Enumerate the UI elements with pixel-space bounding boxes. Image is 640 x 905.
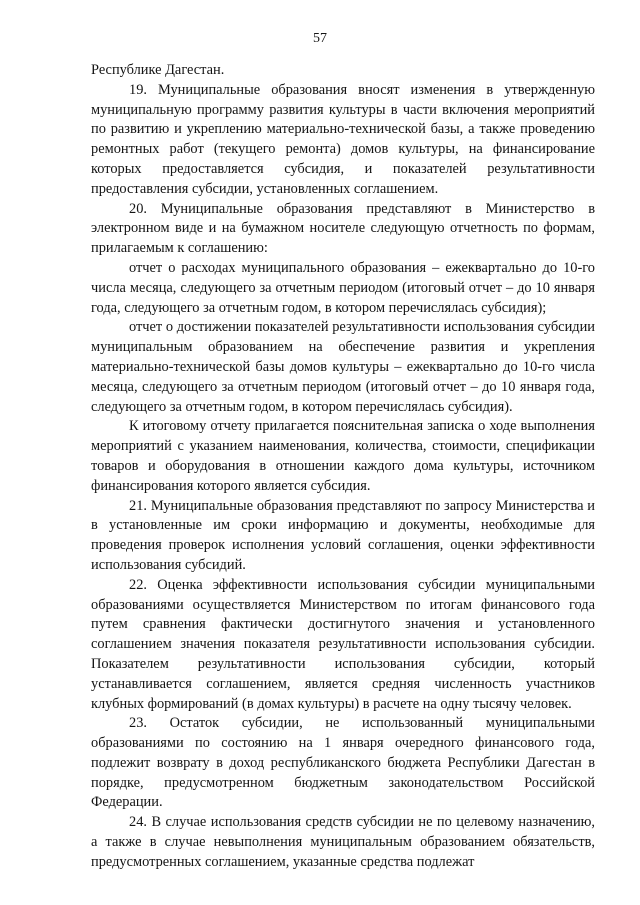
paragraph-20: 20. Муниципальные образования представляют в Министерство в электронном виде и на бумажном носителе следующую отчетность по формам, прилагаемым к соглашению: (91, 200, 595, 257)
paragraph-19: 19. Муниципальные образования вносят изменения в утвержденную муниципальную программу развития культуры в части включения мероприятий по развитию и укреплению материально-технической базы, а также проведению ремонтных работ (текущего ремонта) домов культуры, на финансирование которых предоставляется субсидия, и показателей результативности предоставления субсидии, установленных соглашением. (91, 81, 595, 197)
paragraph-21: 21. Муниципальные образования представляют по запросу Министерства и в установленные им сроки информацию и документы, необходимые для проведения проверок исполнения условий соглашения, оценки эффективности использования субсидий. (91, 497, 595, 573)
paragraph-20-report-indicators: отчет о достижении показателей результативности использования субсидии муниципальным образованием на обеспечение развития и укрепления материально-технической базы домов культуры – ежеквартально до 10-го числа месяца, следующего за отчетным периодом (итоговый отчет – до 10 января года, следующего за отчетным годом, в котором перечислялась субсидия). (91, 319, 595, 415)
paragraph-20-explanatory-note: К итоговому отчету прилагается пояснительная записка о ходе выполнения мероприятий с указанием наименования, количества, стоимости, спецификации товаров и оборудования в отношении каждого дома культуры, источником финансирования которого является субсидия. (91, 418, 595, 494)
document-body (91, 61, 595, 873)
page-number: 57 (313, 31, 327, 46)
paragraph-22: 22. Оценка эффективности использования субсидии муниципальными образованиями осуществляется Министерством по итогам финансового года путем сравнения фактически достигнутого значения и установленного соглашением значения показателя результативности использования субсидии. Показателем результативности использования субсидии, который устанавливается соглашением, является средняя численность участников клубных формирований (в домах культуры) в расчете на одну тысячу человек. (91, 576, 595, 712)
paragraph-continuation: Республике Дагестан. (91, 62, 225, 78)
paragraph-20-report-expenses: отчет о расходах муниципального образования – ежеквартально до 10-го числа месяца, следующего за отчетным периодом (итоговый отчет – до 10 января года, следующего за отчетным годом, в котором перечислялась субсидия); (91, 259, 595, 316)
paragraph-23: 23. Остаток субсидии, не использованный муниципальными образованиями по состоянию на 1 января очередного финансового года, подлежит возврату в доход республиканского бюджета Республики Дагестан в порядке, предусмотренном бюджетным законодательством Российской Федерации. (91, 715, 595, 811)
paragraph-24: 24. В случае использования средств субсидии не по целевому назначению, а также в случае невыполнения муниципальным образованием обязательств, предусмотренных соглашением, указанные средства подлежат (91, 814, 595, 870)
